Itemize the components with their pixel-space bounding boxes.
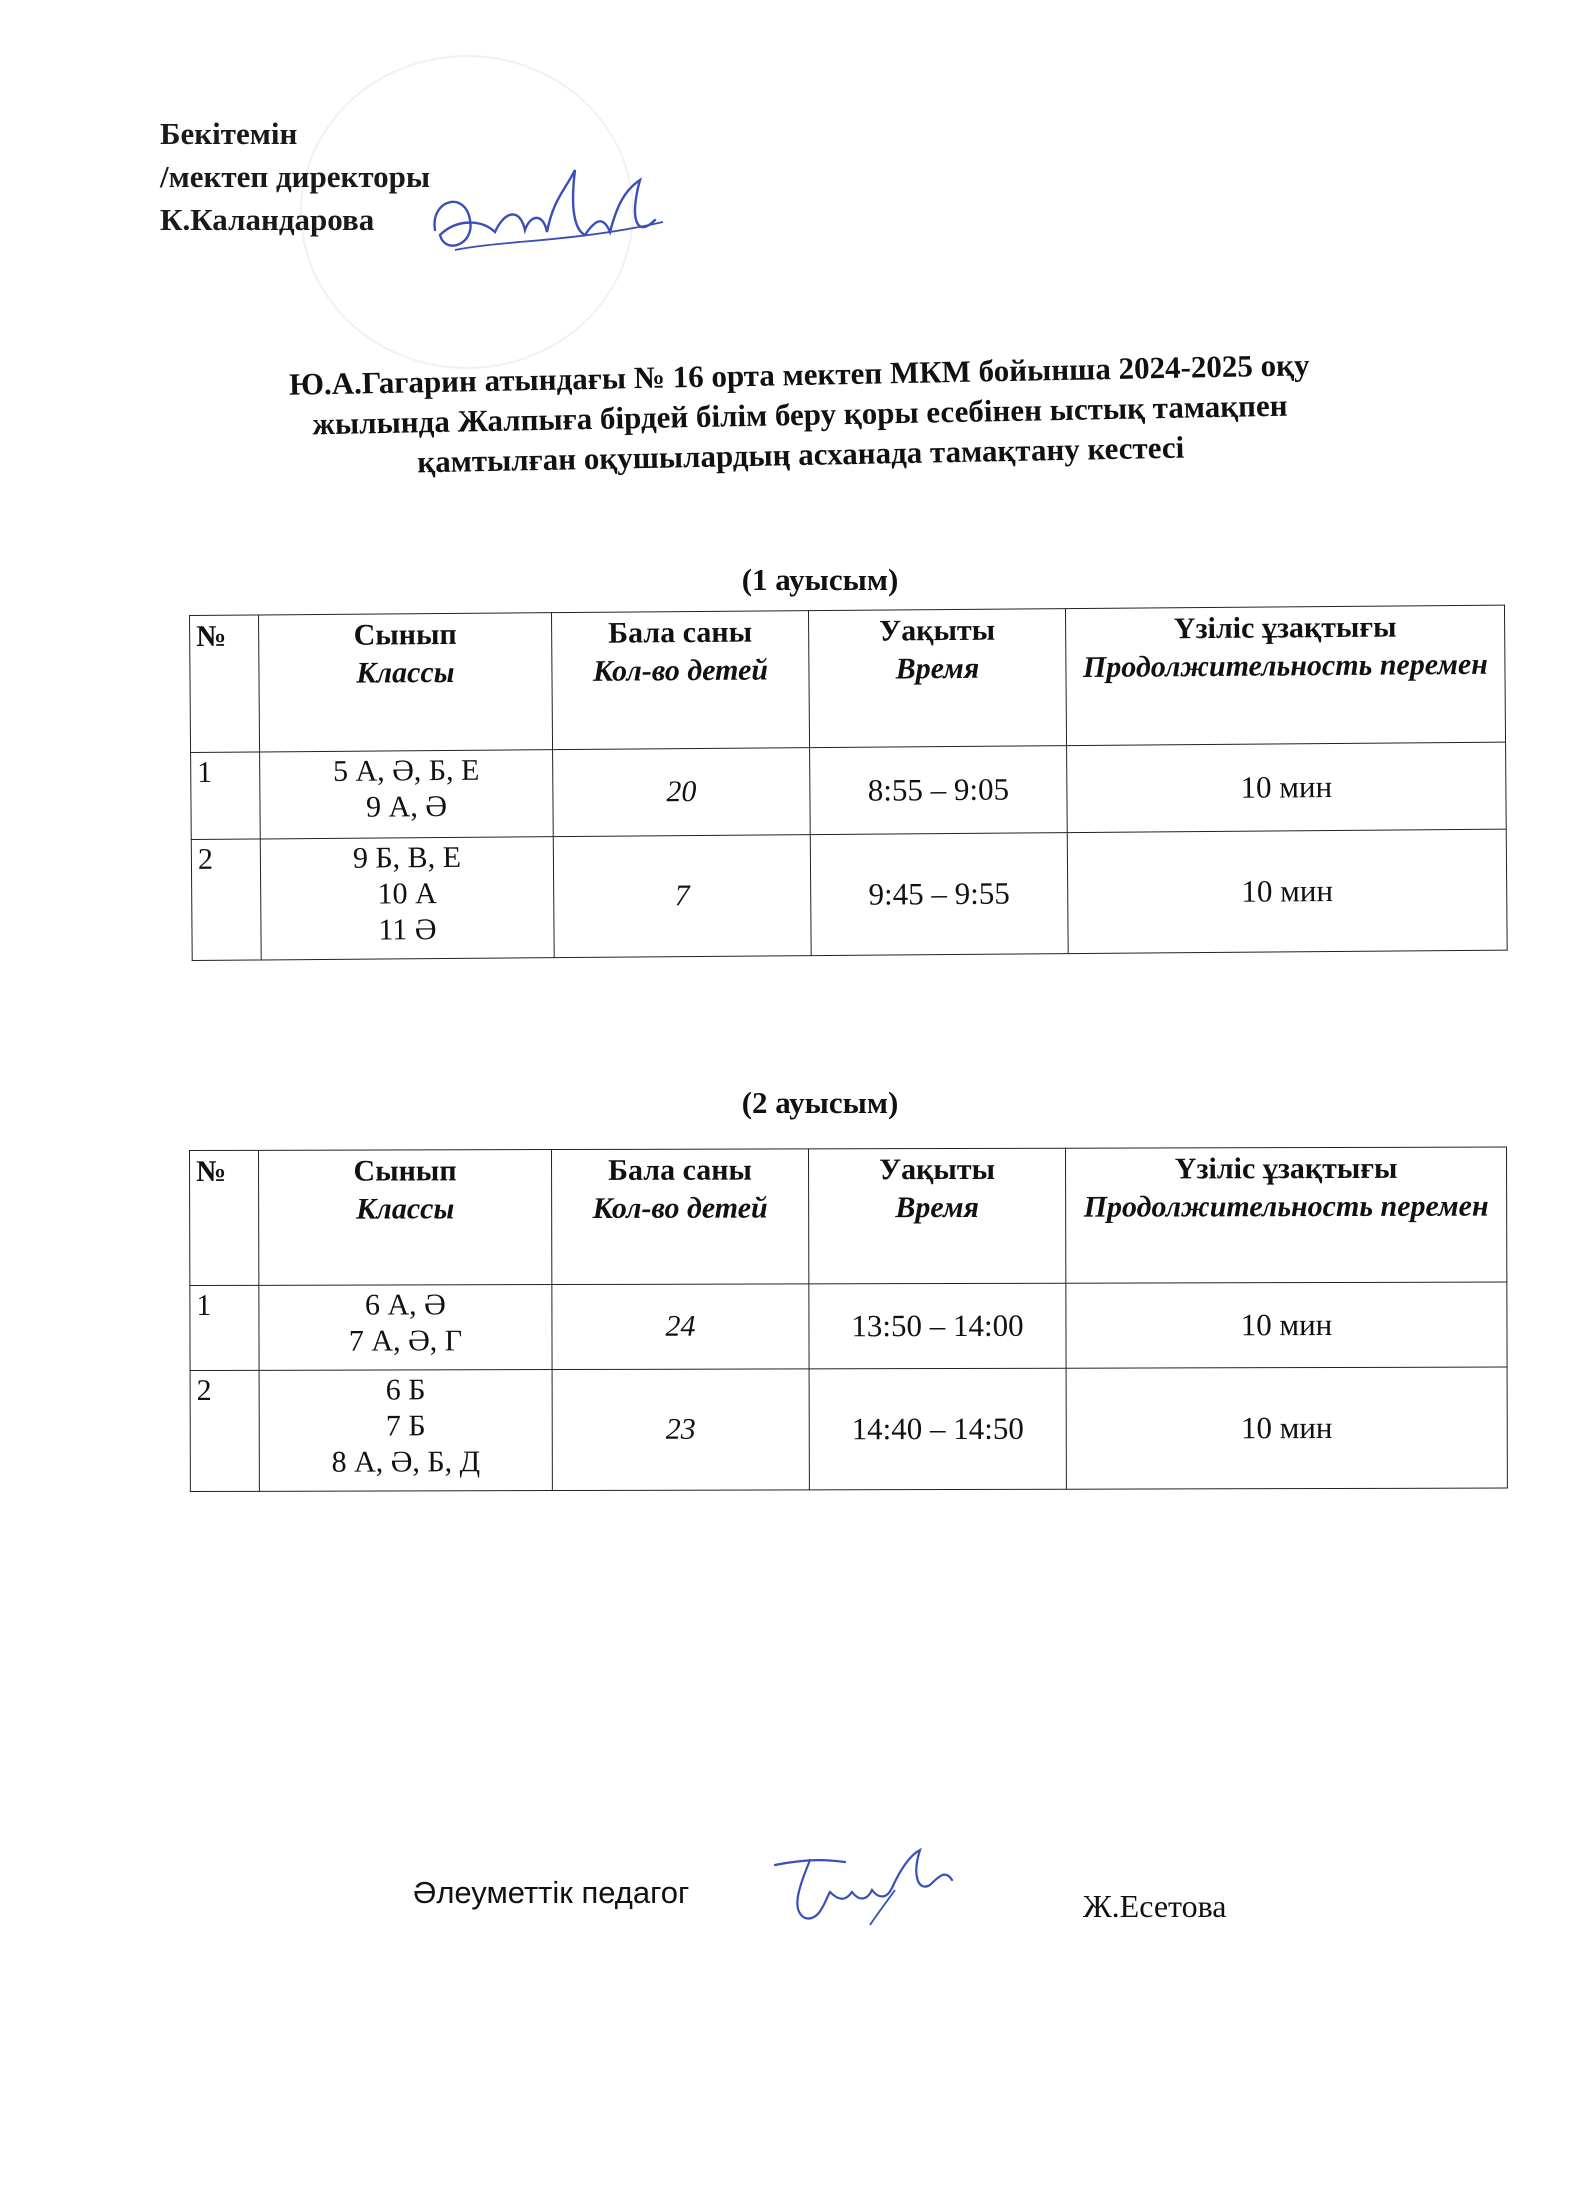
shift-1-table bbox=[189, 605, 1508, 961]
row-time: 13:50 – 14:00 bbox=[809, 1283, 1066, 1369]
title-line-3: қамтылған оқушылардың асханада тамақтану кестесі bbox=[416, 429, 1185, 480]
row-duration: 10 мин bbox=[1066, 1367, 1507, 1489]
table-header-row bbox=[190, 1147, 1507, 1285]
class-group: 9 А, Ә bbox=[365, 789, 448, 824]
row-count: 23 bbox=[552, 1369, 809, 1491]
class-group: 6 А, Ә bbox=[364, 1288, 446, 1322]
document-title bbox=[159, 343, 1441, 488]
class-group: 5 А, Ә, Б, Е bbox=[332, 753, 480, 788]
header-number: № bbox=[190, 615, 260, 753]
header-time-kz: Уақыты bbox=[879, 1152, 996, 1187]
row-count: 24 bbox=[552, 1284, 809, 1370]
header-time bbox=[808, 1148, 1065, 1284]
title-line-1: Ю.А.Гагарин атындағы № 16 орта мектеп МКМ бойынша 2024-2025 оқу bbox=[288, 347, 1310, 402]
header-duration-kz: Үзіліс ұзақтығы bbox=[1173, 610, 1397, 646]
approval-block bbox=[160, 112, 430, 241]
row-number: 1 bbox=[191, 752, 261, 840]
header-count-kz: Бала саны bbox=[608, 1153, 753, 1187]
signatory-name: Ж.Есетова bbox=[1083, 1888, 1227, 1924]
row-duration: 10 мин bbox=[1067, 742, 1507, 832]
row-time: 9:45 – 9:55 bbox=[810, 833, 1068, 956]
row-classes bbox=[259, 1370, 552, 1492]
header-count-kz: Бала саны bbox=[608, 615, 753, 650]
header-count-ru: Кол-во детей bbox=[592, 1191, 768, 1225]
class-group: 9 Б, В, Е bbox=[352, 840, 462, 875]
header-duration-kz: Үзіліс ұзақтығы bbox=[1174, 1151, 1398, 1186]
header-time-ru: Время bbox=[895, 1190, 979, 1225]
header-count bbox=[552, 1149, 809, 1285]
header-duration bbox=[1065, 1147, 1506, 1283]
row-time: 8:55 – 9:05 bbox=[810, 746, 1068, 835]
row-time: 14:40 – 14:50 bbox=[809, 1368, 1066, 1490]
header-duration-ru: Продолжительность перемен bbox=[1082, 647, 1489, 684]
signatory-role: Әлеуметтік педагог bbox=[413, 1875, 690, 1910]
pedagog-signature bbox=[770, 1830, 970, 1940]
shift-2-table bbox=[189, 1147, 1508, 1492]
row-count: 7 bbox=[553, 835, 811, 958]
class-group: 7 А, Ә, Г bbox=[348, 1324, 463, 1358]
class-group: 7 Б bbox=[385, 1409, 426, 1443]
header-time-ru: Время bbox=[895, 651, 980, 686]
row-duration: 10 мин bbox=[1067, 829, 1507, 953]
approval-line-director-name: К.Каландарова bbox=[160, 202, 375, 237]
header-class-kz: Сынып bbox=[353, 617, 457, 652]
header-duration bbox=[1065, 605, 1505, 745]
row-number: 1 bbox=[190, 1285, 259, 1370]
row-duration: 10 мин bbox=[1066, 1282, 1507, 1368]
class-group: 10 А bbox=[377, 877, 437, 911]
header-duration-ru: Продолжительность перемен bbox=[1083, 1189, 1489, 1224]
table-row bbox=[190, 1282, 1507, 1370]
row-classes bbox=[260, 837, 554, 960]
header-time bbox=[808, 609, 1066, 748]
director-signature bbox=[425, 160, 665, 275]
header-class-kz: Сынып bbox=[353, 1154, 457, 1188]
row-count: 20 bbox=[553, 748, 811, 837]
header-time-kz: Уақыты bbox=[879, 613, 996, 648]
header-class bbox=[259, 613, 553, 752]
class-group: 11 Ә bbox=[378, 913, 437, 947]
class-group: 6 Б bbox=[385, 1373, 426, 1407]
row-number: 2 bbox=[191, 839, 261, 961]
table-row bbox=[191, 742, 1507, 839]
row-classes bbox=[260, 750, 554, 839]
shift-1-label: (1 ауысым) bbox=[741, 562, 899, 597]
table-header-row bbox=[190, 605, 1506, 752]
row-number: 2 bbox=[190, 1370, 259, 1491]
header-class-ru: Классы bbox=[356, 1192, 455, 1226]
title-line-2: жылында Жалпыға бірдей білім беру қоры есебінен ыстық тамақпен bbox=[312, 387, 1288, 442]
header-class bbox=[259, 1150, 552, 1286]
header-count bbox=[551, 611, 809, 750]
row-classes bbox=[259, 1285, 552, 1371]
header-number: № bbox=[190, 1150, 259, 1285]
table-row bbox=[190, 1367, 1507, 1491]
approval-line-position: /мектеп директоры bbox=[160, 159, 431, 194]
approval-line-approve: Бекітемін bbox=[160, 116, 298, 151]
header-class-ru: Классы bbox=[356, 655, 455, 690]
class-group: 8 А, Ә, Б, Д bbox=[331, 1445, 481, 1479]
header-count-ru: Кол-во детей bbox=[592, 653, 769, 688]
table-row bbox=[191, 829, 1507, 960]
shift-2-label: (2 ауысым) bbox=[741, 1085, 899, 1120]
